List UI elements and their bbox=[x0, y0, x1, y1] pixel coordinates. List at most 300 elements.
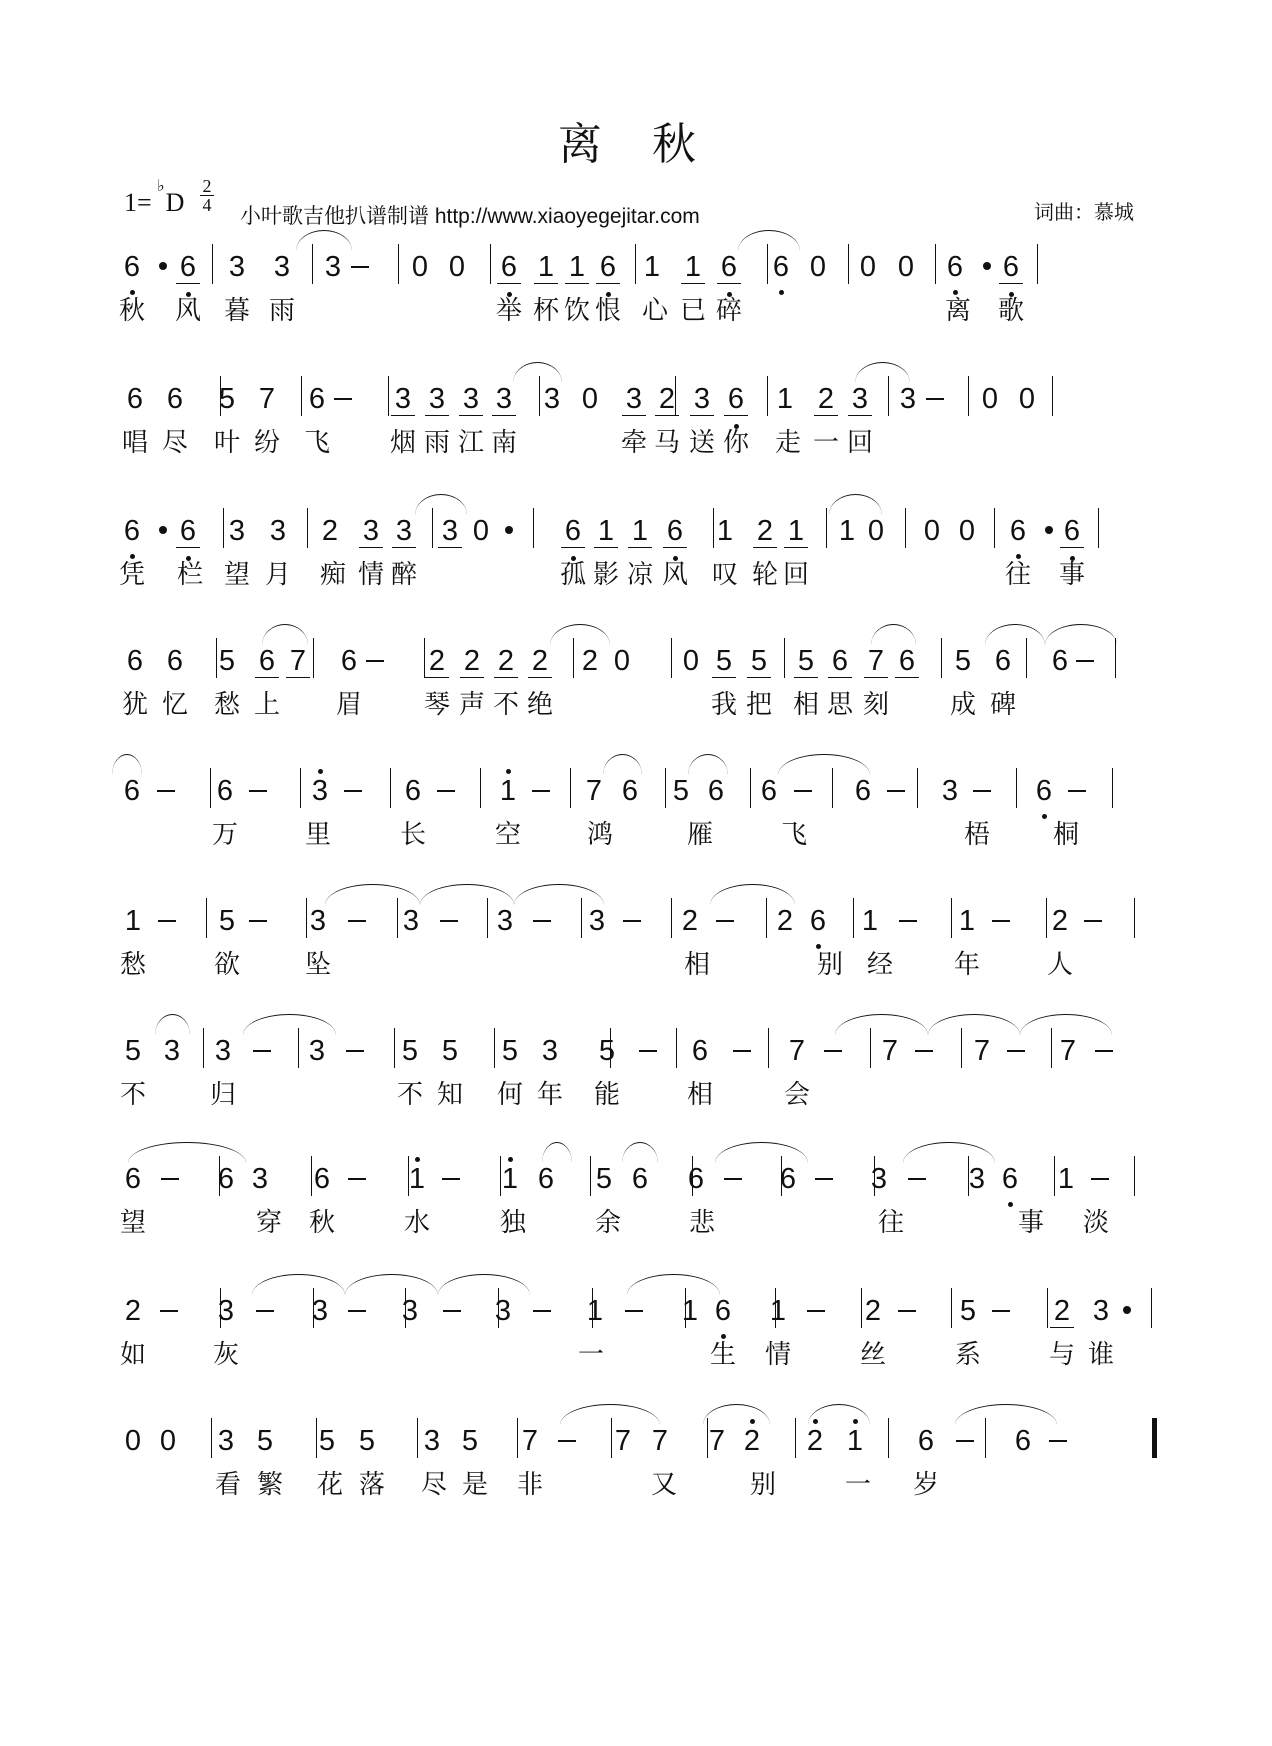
augmentation-dot bbox=[159, 262, 167, 270]
slur-tie bbox=[438, 1274, 530, 1295]
slur-tie bbox=[855, 362, 910, 383]
slur-tie bbox=[1020, 1014, 1112, 1035]
note: 6 bbox=[558, 516, 588, 546]
note: 6 bbox=[404, 775, 422, 807]
barline bbox=[784, 638, 785, 678]
note: 3 bbox=[356, 516, 386, 546]
barline bbox=[1016, 768, 1017, 808]
final-barline bbox=[1152, 1418, 1157, 1458]
barline bbox=[316, 1418, 317, 1458]
sustain-dash bbox=[157, 790, 175, 792]
note: 3 bbox=[305, 776, 335, 806]
sustain-dash bbox=[1076, 660, 1094, 662]
slur-tie bbox=[243, 1014, 336, 1035]
eighth-underline bbox=[528, 677, 552, 678]
note: 0 bbox=[448, 251, 466, 283]
eighth-underline bbox=[255, 677, 279, 678]
note: 6 bbox=[252, 646, 282, 676]
barline bbox=[1112, 768, 1113, 808]
note: 5 bbox=[595, 1163, 613, 1195]
note: 3 bbox=[941, 775, 959, 807]
note: 2 bbox=[525, 646, 555, 676]
note: 3 bbox=[456, 384, 486, 414]
barline bbox=[216, 638, 217, 678]
barline bbox=[1052, 376, 1053, 416]
barline bbox=[388, 376, 389, 416]
sustain-dash bbox=[348, 1178, 366, 1180]
slur-tie bbox=[415, 494, 467, 515]
note: 5 bbox=[218, 645, 236, 677]
sustain-dash bbox=[351, 266, 369, 268]
lyric-char: 穿 bbox=[255, 1208, 282, 1238]
lyric-char: 走 bbox=[774, 428, 801, 458]
barline bbox=[994, 508, 995, 548]
slur-tie bbox=[710, 884, 795, 905]
sustain-dash bbox=[956, 1440, 974, 1442]
note: 3 bbox=[401, 1295, 419, 1327]
note: 6 bbox=[217, 1163, 235, 1195]
lyric-char: 影 bbox=[592, 560, 619, 590]
barline bbox=[713, 508, 714, 548]
note: 3 bbox=[845, 384, 875, 414]
lyric-char: 独 bbox=[499, 1208, 526, 1238]
lyric-char: 尽 bbox=[161, 428, 188, 458]
note: 7 bbox=[788, 1035, 806, 1067]
note: 1 bbox=[781, 516, 811, 546]
note: 6 bbox=[494, 252, 524, 282]
note: 2 bbox=[124, 1295, 142, 1327]
augmentation-dot bbox=[1045, 526, 1053, 534]
transcriber-credit: 小叶歌吉他扒谱制谱 http://www.xiaoyegejitar.com bbox=[240, 205, 700, 228]
barline bbox=[951, 898, 952, 938]
note: 0 bbox=[682, 645, 700, 677]
note: 3 bbox=[311, 1295, 329, 1327]
barline bbox=[767, 376, 768, 416]
note: 5 bbox=[441, 1035, 459, 1067]
eighth-underline bbox=[438, 547, 462, 548]
slur-tie bbox=[928, 1014, 1020, 1035]
note: 1 bbox=[562, 252, 592, 282]
note: 0 bbox=[958, 515, 976, 547]
eighth-underline bbox=[1060, 547, 1084, 548]
note: 6 bbox=[593, 252, 623, 282]
note: 5 bbox=[672, 775, 690, 807]
lyric-char: 眉 bbox=[335, 690, 362, 720]
note: 3 bbox=[269, 515, 287, 547]
note: 6 bbox=[854, 775, 872, 807]
lyric-char: 谁 bbox=[1087, 1340, 1114, 1370]
barline bbox=[223, 508, 224, 548]
key-note: D bbox=[165, 188, 185, 217]
note: 5 bbox=[744, 646, 774, 676]
lyric-char: 情 bbox=[764, 1340, 791, 1370]
eighth-underline bbox=[681, 283, 705, 284]
lyric-char: 相 bbox=[792, 690, 819, 720]
note: 2 bbox=[652, 384, 682, 414]
note: 6 bbox=[803, 906, 833, 936]
low-octave-dot bbox=[1008, 1202, 1013, 1207]
low-octave-dot bbox=[779, 290, 784, 295]
lyric-char: 恨 bbox=[594, 296, 621, 326]
slur-tie bbox=[128, 1142, 246, 1163]
sustain-dash bbox=[443, 1310, 461, 1312]
note: 6 bbox=[691, 1035, 709, 1067]
slur-tie bbox=[550, 624, 610, 645]
note: 7 bbox=[651, 1425, 669, 1457]
sustain-dash bbox=[249, 790, 267, 792]
note: 6 bbox=[313, 1163, 331, 1195]
sustain-dash bbox=[346, 1050, 364, 1052]
note: 6 bbox=[707, 775, 725, 807]
note: 2 bbox=[864, 1295, 882, 1327]
lyric-char: 举 bbox=[495, 296, 522, 326]
lyric-char: 烟 bbox=[389, 428, 416, 458]
lyric-char: 一 bbox=[577, 1340, 604, 1370]
note: 0 bbox=[411, 251, 429, 283]
sustain-dash bbox=[716, 920, 734, 922]
lyric-char: 愁 bbox=[213, 690, 240, 720]
sustain-dash bbox=[625, 1310, 643, 1312]
lyric-char: 坠 bbox=[304, 950, 331, 980]
lyric-char: 碎 bbox=[715, 296, 742, 326]
sustain-dash bbox=[442, 1178, 460, 1180]
note: 1 bbox=[769, 1295, 787, 1327]
low-octave-dot bbox=[1016, 554, 1021, 559]
lyric-char: 相 bbox=[683, 950, 710, 980]
lyric-char: 人 bbox=[1046, 950, 1073, 980]
eighth-underline bbox=[425, 415, 449, 416]
eighth-underline bbox=[1050, 1327, 1074, 1328]
note: 1 bbox=[402, 1164, 432, 1194]
note: 2 bbox=[457, 646, 487, 676]
barline bbox=[1151, 1288, 1152, 1328]
eighth-underline bbox=[717, 283, 741, 284]
note: 6 bbox=[1003, 516, 1033, 546]
barline bbox=[570, 768, 571, 808]
slur-tie bbox=[345, 1274, 438, 1295]
note: 6 bbox=[117, 516, 147, 546]
note: 1 bbox=[716, 515, 734, 547]
lyric-char: 叶 bbox=[213, 428, 240, 458]
barline bbox=[905, 508, 906, 548]
lyric-char: 叹 bbox=[711, 560, 738, 590]
note: 6 bbox=[892, 646, 922, 676]
sustain-dash bbox=[992, 920, 1010, 922]
note: 3 bbox=[388, 384, 418, 414]
slur-tie bbox=[513, 362, 562, 383]
lyric-char: 事 bbox=[1058, 560, 1085, 590]
note: 3 bbox=[423, 1425, 441, 1457]
barline bbox=[1046, 898, 1047, 938]
lyric-char: 孤 bbox=[559, 560, 586, 590]
eighth-underline bbox=[391, 415, 415, 416]
barline bbox=[671, 898, 672, 938]
sustain-dash bbox=[1091, 1178, 1109, 1180]
lyric-char: 桐 bbox=[1052, 820, 1079, 850]
note: 0 bbox=[1018, 383, 1036, 415]
sustain-dash bbox=[815, 1178, 833, 1180]
note: 6 bbox=[721, 384, 751, 414]
note: 3 bbox=[402, 905, 420, 937]
lyric-char: 雨 bbox=[423, 428, 450, 458]
lyric-char: 会 bbox=[783, 1080, 810, 1110]
eighth-underline bbox=[425, 677, 449, 678]
slur-tie bbox=[627, 1274, 720, 1295]
key-signature bbox=[124, 188, 184, 218]
lyric-char: 饮 bbox=[563, 296, 590, 326]
lyric-char: 万 bbox=[211, 820, 238, 850]
note: 1 bbox=[531, 252, 561, 282]
augmentation-dot bbox=[1123, 1306, 1131, 1314]
lyric-char: 醉 bbox=[390, 560, 417, 590]
slur-tie bbox=[778, 754, 870, 775]
note: 6 bbox=[714, 252, 744, 282]
barline bbox=[394, 1028, 395, 1068]
sustain-dash bbox=[1095, 1050, 1113, 1052]
note: 6 bbox=[126, 383, 144, 415]
note: 3 bbox=[309, 905, 327, 937]
sustain-dash bbox=[1007, 1050, 1025, 1052]
note: 0 bbox=[867, 515, 885, 547]
barline bbox=[592, 1288, 593, 1328]
note: 3 bbox=[422, 384, 452, 414]
sustain-dash bbox=[1068, 790, 1086, 792]
note: 6 bbox=[940, 252, 970, 282]
note: 3 bbox=[687, 384, 717, 414]
sustain-dash bbox=[899, 920, 917, 922]
note: 3 bbox=[217, 1295, 235, 1327]
eighth-underline bbox=[784, 547, 808, 548]
barline bbox=[398, 244, 399, 284]
barline bbox=[500, 1156, 501, 1196]
sustain-dash bbox=[344, 790, 362, 792]
barline bbox=[424, 638, 425, 678]
eighth-underline bbox=[594, 547, 618, 548]
note: 6 bbox=[308, 383, 326, 415]
barline bbox=[1047, 1288, 1048, 1328]
note: 0 bbox=[159, 1425, 177, 1457]
note: 3 bbox=[496, 905, 514, 937]
note: 7 bbox=[585, 775, 603, 807]
slur-tie bbox=[112, 754, 142, 775]
high-octave-dot bbox=[506, 769, 511, 774]
slur-tie bbox=[715, 1142, 808, 1163]
low-octave-dot bbox=[953, 290, 958, 295]
low-octave-dot bbox=[1042, 814, 1047, 819]
note: 5 bbox=[218, 905, 236, 937]
note: 5 bbox=[318, 1425, 336, 1457]
note: 6 bbox=[995, 1164, 1025, 1194]
barline bbox=[795, 1418, 796, 1458]
slur-tie bbox=[325, 884, 420, 905]
slur-tie bbox=[542, 1142, 572, 1163]
note: 6 bbox=[766, 252, 796, 282]
lyric-char: 送 bbox=[688, 428, 715, 458]
note: 5 bbox=[791, 646, 821, 676]
high-octave-dot bbox=[508, 1157, 513, 1162]
note: 3 bbox=[214, 1035, 232, 1067]
note: 0 bbox=[613, 645, 631, 677]
lyric-char: 水 bbox=[403, 1208, 430, 1238]
note: 6 bbox=[660, 516, 690, 546]
note: 6 bbox=[621, 775, 639, 807]
lyric-char: 月 bbox=[264, 560, 291, 590]
lyric-char: 知 bbox=[436, 1080, 463, 1110]
note: 5 bbox=[461, 1425, 479, 1457]
note: 2 bbox=[581, 645, 599, 677]
lyric-char: 风 bbox=[661, 560, 688, 590]
slur-tie bbox=[622, 1142, 658, 1163]
lyric-char: 长 bbox=[399, 820, 426, 850]
note: 7 bbox=[881, 1035, 899, 1067]
note: 1 bbox=[495, 1164, 525, 1194]
slur-tie bbox=[688, 754, 728, 775]
note: 0 bbox=[809, 251, 827, 283]
lyric-char: 凭 bbox=[118, 560, 145, 590]
barline bbox=[533, 508, 534, 548]
slur-tie bbox=[262, 624, 308, 645]
note: 1 bbox=[776, 383, 794, 415]
lyric-char: 何 bbox=[496, 1080, 523, 1110]
barline bbox=[390, 768, 391, 808]
slur-tie bbox=[603, 754, 642, 775]
lyric-char: 江 bbox=[457, 428, 484, 458]
lyric-char: 别 bbox=[749, 1470, 776, 1500]
note: 3 bbox=[899, 383, 917, 415]
lyric-char: 雁 bbox=[686, 820, 713, 850]
slur-tie bbox=[835, 1014, 928, 1035]
barline bbox=[935, 244, 936, 284]
note: 5 bbox=[218, 383, 236, 415]
note: 0 bbox=[923, 515, 941, 547]
lyric-char: 岁 bbox=[912, 1470, 939, 1500]
note: 6 bbox=[537, 1163, 555, 1195]
sustain-dash bbox=[623, 920, 641, 922]
barline bbox=[307, 508, 308, 548]
low-octave-dot bbox=[130, 554, 135, 559]
eighth-underline bbox=[494, 677, 518, 678]
note: 6 bbox=[708, 1296, 738, 1326]
lyric-char: 回 bbox=[846, 428, 873, 458]
lyric-char: 忆 bbox=[161, 690, 188, 720]
barline bbox=[490, 244, 491, 284]
key-prefix: 1= bbox=[124, 188, 152, 217]
note: 6 bbox=[173, 516, 203, 546]
augmentation-dot bbox=[983, 262, 991, 270]
barline bbox=[675, 376, 676, 416]
song-title: 离 秋 bbox=[558, 119, 714, 170]
note: 3 bbox=[435, 516, 465, 546]
slur-tie bbox=[903, 1142, 995, 1163]
lyric-char: 经 bbox=[866, 950, 893, 980]
sustain-dash bbox=[1084, 920, 1102, 922]
eighth-underline bbox=[460, 677, 484, 678]
sustain-dash bbox=[249, 920, 267, 922]
note: 5 bbox=[358, 1425, 376, 1457]
lyric-char: 飞 bbox=[303, 428, 330, 458]
note: 1 bbox=[861, 905, 879, 937]
lyric-char: 秋 bbox=[118, 296, 145, 326]
eighth-underline bbox=[286, 677, 310, 678]
sustain-dash bbox=[992, 1310, 1010, 1312]
barline bbox=[306, 898, 307, 938]
note: 0 bbox=[472, 515, 490, 547]
lyric-char: 犹 bbox=[121, 690, 148, 720]
lyric-char: 唱 bbox=[121, 428, 148, 458]
note: 6 bbox=[631, 1163, 649, 1195]
note: 5 bbox=[954, 645, 972, 677]
note: 3 bbox=[217, 1425, 235, 1457]
note: 0 bbox=[859, 251, 877, 283]
note: 3 bbox=[870, 1163, 888, 1195]
eighth-underline bbox=[712, 677, 736, 678]
note: 3 bbox=[308, 1035, 326, 1067]
lyric-char: 不 bbox=[396, 1080, 423, 1110]
barline bbox=[300, 768, 301, 808]
note: 6 bbox=[825, 646, 855, 676]
eighth-underline bbox=[492, 415, 516, 416]
lyric-char: 已 bbox=[679, 296, 706, 326]
note: 6 bbox=[917, 1425, 935, 1457]
eighth-underline bbox=[359, 547, 383, 548]
sustain-dash bbox=[256, 1310, 274, 1312]
barline bbox=[1098, 508, 1099, 548]
eighth-underline bbox=[999, 283, 1023, 284]
high-octave-dot bbox=[415, 1157, 420, 1162]
sustain-dash bbox=[908, 1178, 926, 1180]
lyric-char: 心 bbox=[641, 296, 668, 326]
lyric-char: 马 bbox=[653, 428, 680, 458]
lyric-char: 离 bbox=[944, 296, 971, 326]
note: 2 bbox=[1047, 1296, 1077, 1326]
lyric-char: 凉 bbox=[626, 560, 653, 590]
sustain-dash bbox=[639, 1050, 657, 1052]
note: 6 bbox=[126, 645, 144, 677]
note: 3 bbox=[163, 1035, 181, 1067]
lyric-char: 栏 bbox=[176, 560, 203, 590]
lyric-char: 回 bbox=[782, 560, 809, 590]
sustain-dash bbox=[160, 1310, 178, 1312]
barline bbox=[301, 376, 302, 416]
note: 3 bbox=[251, 1163, 269, 1195]
note: 6 bbox=[124, 1163, 142, 1195]
note: 3 bbox=[494, 1295, 512, 1327]
note: 2 bbox=[321, 515, 339, 547]
lyric-char: 相 bbox=[686, 1080, 713, 1110]
barline bbox=[853, 898, 854, 938]
note: 3 bbox=[324, 251, 342, 283]
eighth-underline bbox=[690, 415, 714, 416]
lyric-char: 悲 bbox=[688, 1208, 715, 1238]
barline bbox=[417, 1418, 418, 1458]
lyric-char: 能 bbox=[593, 1080, 620, 1110]
eighth-underline bbox=[176, 283, 200, 284]
lyric-char: 余 bbox=[594, 1208, 621, 1238]
slur-tie bbox=[252, 1274, 345, 1295]
lyric-char: 鸿 bbox=[586, 820, 613, 850]
barline bbox=[874, 1156, 875, 1196]
note: 2 bbox=[750, 516, 780, 546]
lyric-char: 与 bbox=[1048, 1340, 1075, 1370]
eighth-underline bbox=[753, 547, 777, 548]
note: 6 bbox=[340, 645, 358, 677]
note: 2 bbox=[776, 905, 794, 937]
time-numerator: 2 bbox=[202, 176, 212, 196]
note: 6 bbox=[996, 252, 1026, 282]
lyric-char: 杯 bbox=[532, 296, 559, 326]
sustain-dash bbox=[794, 790, 812, 792]
eighth-underline bbox=[392, 547, 416, 548]
